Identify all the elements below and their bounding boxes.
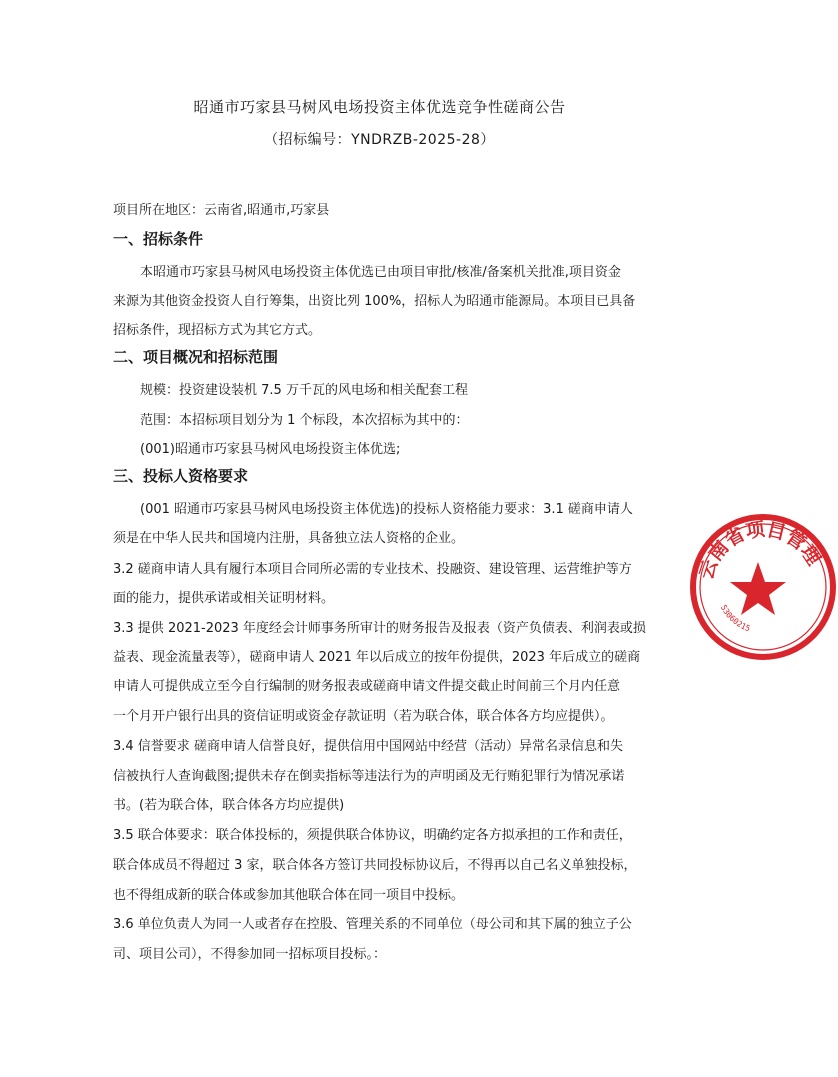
paragraph-line: 司、项目公司），不得参加同一招标项目投标。：	[113, 947, 387, 962]
paragraph-line: 一个月开户银行出具的资信证明或资金存款证明（若为联合体，联合体各方均应提供）。	[113, 709, 614, 724]
paragraph-line: 3.2 磋商申请人具有履行本项目合同所必需的专业技术、投融资、建设管理、运营维护等方	[113, 562, 632, 577]
paragraph-line: 信被执行人查询截图;提供未存在倒卖指标等违法行为的声明函及无行贿犯罪行为情况承诺	[113, 769, 625, 784]
bid-code: （招标编号：YNDRZB-2025-28）	[264, 132, 495, 148]
paragraph-line: (001 昭通市巧家县马树风电场投资主体优选)的投标人资格能力要求：3.1 磋商申请人	[140, 502, 633, 517]
paragraph-line: 须是在中华人民共和国境内注册，具备独立法人资格的企业。	[113, 531, 465, 546]
paragraph-line: 3.5 联合体要求：联合体投标的，须提供联合体协议，明确约定各方拟承担的工作和责任，	[113, 828, 632, 843]
paragraph-line: 书。(若为联合体，联合体各方均应提供)	[113, 798, 345, 813]
official-seal-stamp	[688, 512, 838, 662]
section-heading-overview: 二、项目概况和招标范围	[113, 348, 279, 366]
paragraph-line: 也不得组成新的联合体或参加其他联合体在同一项目中投标。	[113, 888, 465, 903]
paragraph-line: 3.6 单位负责人为同一人或者存在控股、管理关系的不同单位（母公司和其下属的独立子公	[113, 917, 632, 932]
paragraph-line: 3.4 信誉要求 磋商申请人信誉良好，提供信用中国网站中经营（活动）异常名录信息和失	[113, 739, 623, 754]
paragraph-line: 来源为其他资金投资人自行筹集，出资比列 100%，招标人为昭通市能源局。本项目已具备	[113, 294, 636, 309]
document-title: 昭通市巧家县马树风电场投资主体优选竞争性磋商公告	[193, 98, 566, 116]
seal-star-icon	[730, 562, 786, 615]
paragraph-line: 招标条件，现招标方式为其它方式。	[113, 323, 322, 338]
seal-text: 云南省项目管理	[695, 518, 825, 582]
paragraph-line: 益表、现金流量表等），磋商申请人 2021 年以后成立的按年份提供，2023 年后成立的磋商	[113, 650, 641, 665]
paragraph-line: 3.3 提供 2021-2023 年度经会计师事务所审计的财务报告及报表（资产负债表、利润表或损	[113, 621, 646, 636]
paragraph-line: 面的能力，提供承诺或相关证明材料。	[113, 591, 335, 606]
seal-number: 53060215	[718, 603, 752, 634]
paragraph-line: 联合体成员不得超过 3 家，联合体各方签订共同投标协议后，不得再以自己名义单独投标，	[113, 858, 637, 873]
section-heading-conditions: 一、招标条件	[113, 230, 204, 248]
section-heading-qualification: 三、投标人资格要求	[113, 467, 249, 485]
project-location: 项目所在地区：云南省,昭通市,巧家县	[113, 203, 330, 218]
paragraph-line: 范围：本招标项目划分为 1 个标段，本次招标为其中的：	[140, 413, 469, 428]
paragraph-line: (001)昭通市巧家县马树风电场投资主体优选;	[140, 442, 401, 457]
paragraph-line: 本昭通市巧家县马树风电场投资主体优选已由项目审批/核准/备案机关批准,项目资金	[140, 265, 621, 280]
paragraph-line: 申请人可提供成立至今自行编制的财务报表或磋商申请文件提交截止时间前三个月内任意	[113, 679, 621, 694]
paragraph-line: 规模：投资建设装机 7.5 万千瓦的风电场和相关配套工程	[140, 383, 468, 398]
